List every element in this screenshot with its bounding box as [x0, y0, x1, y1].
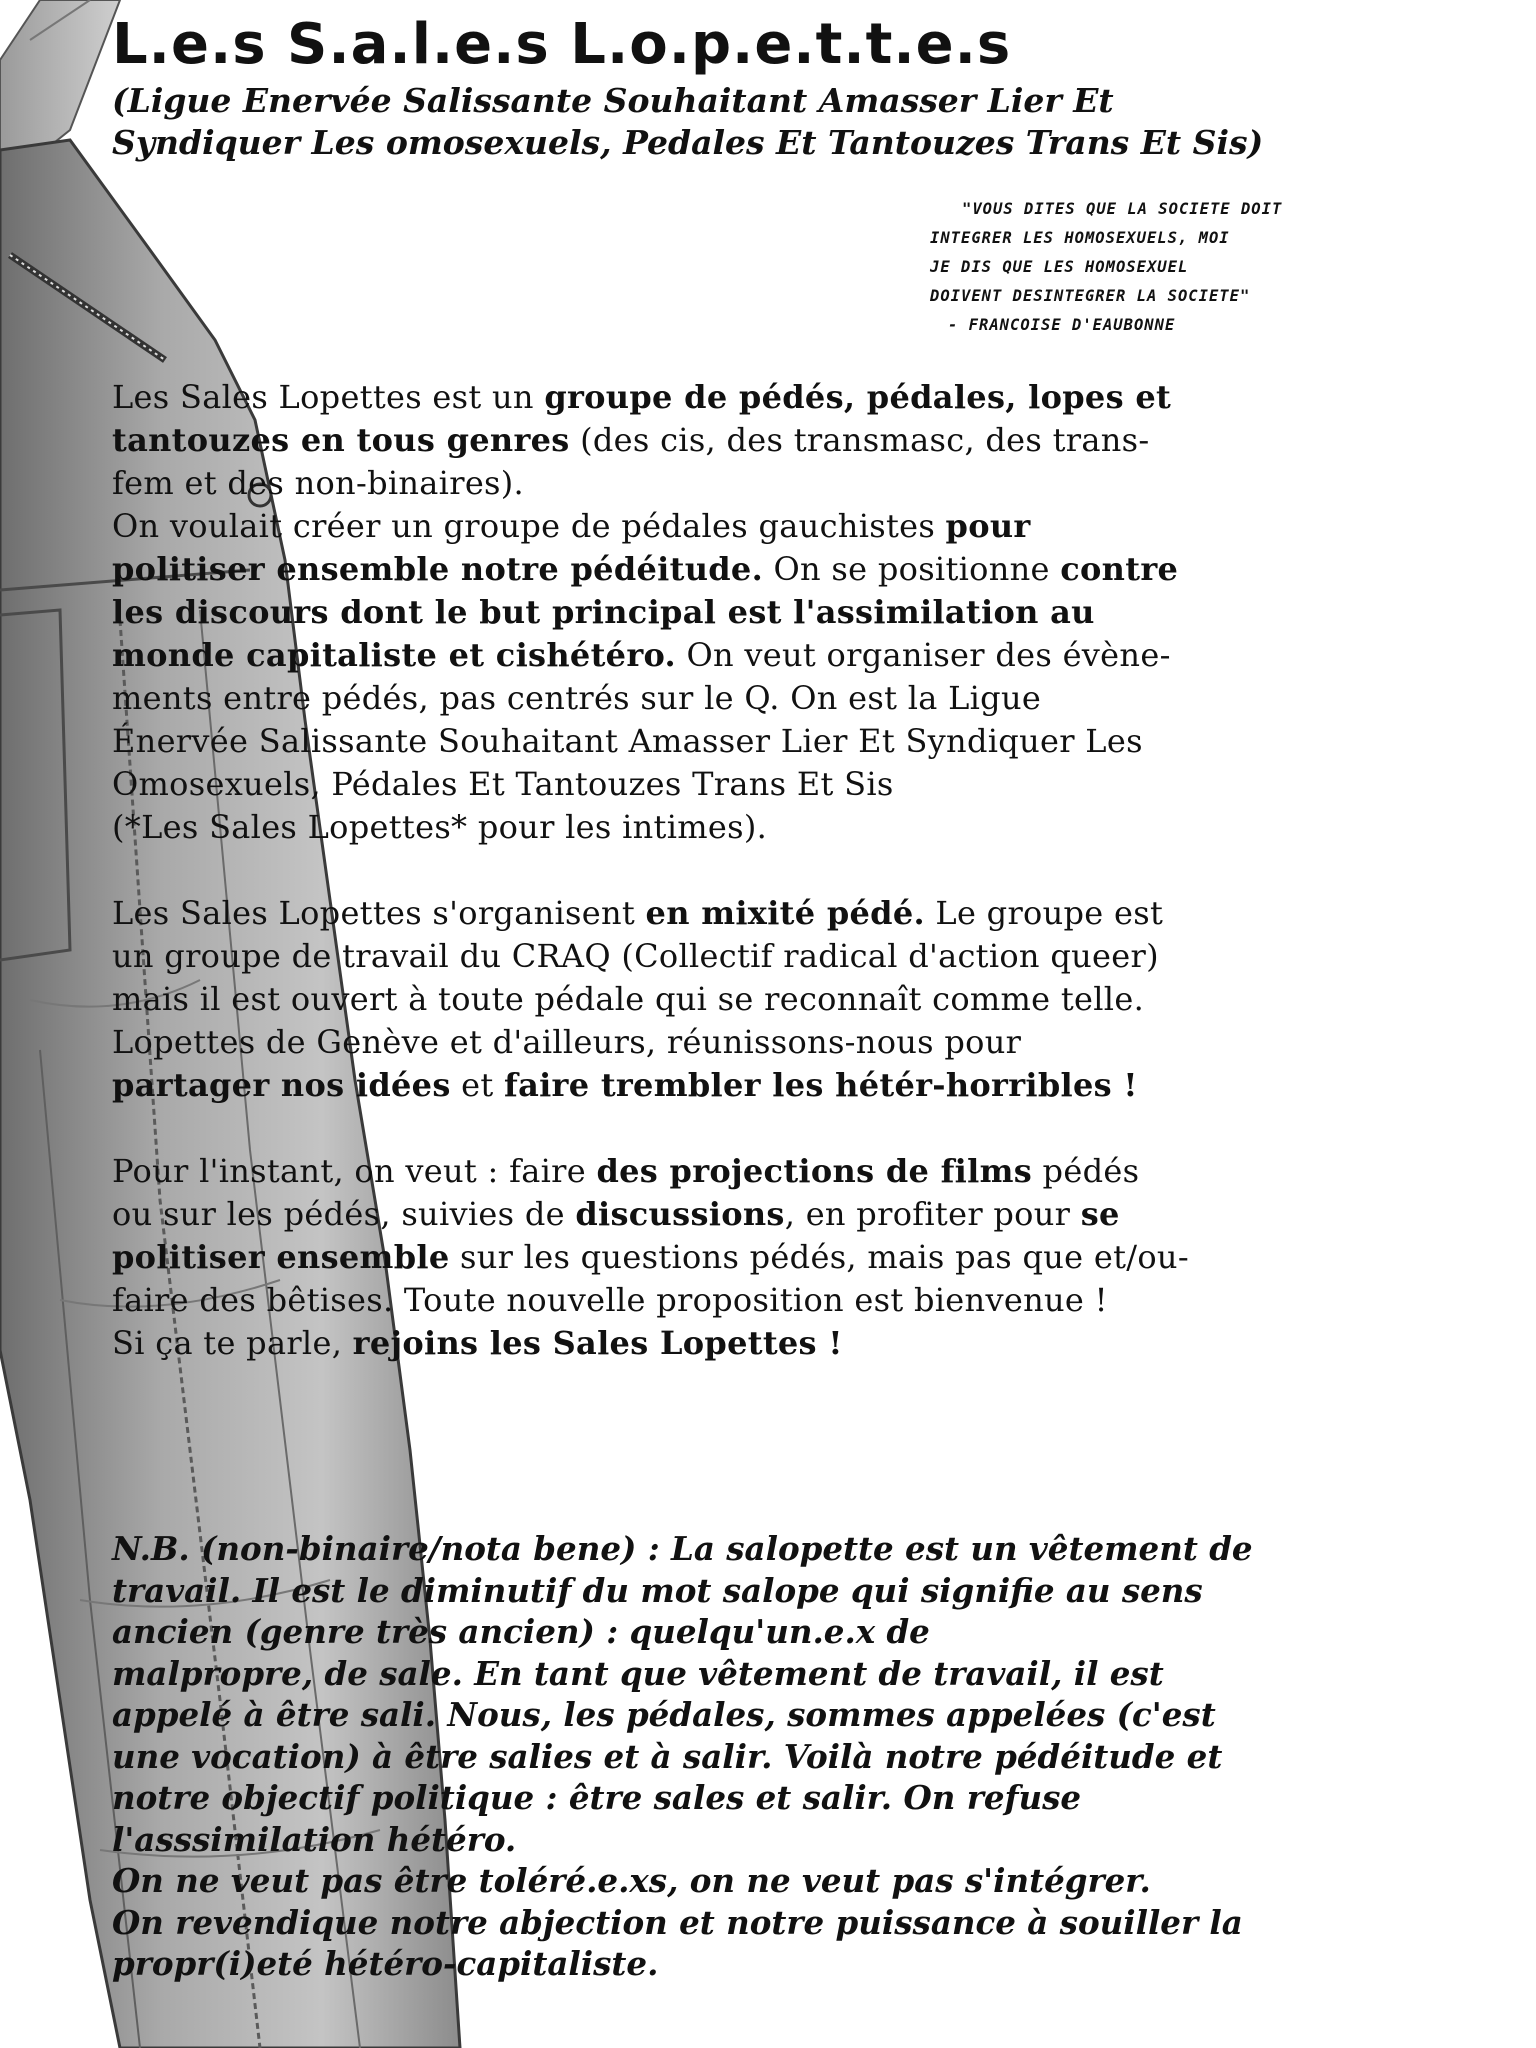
nb-line: ancien (genre très ancien) : quelqu'un.e.x de — [112, 1612, 930, 1651]
paragraph-intro — [112, 376, 1512, 849]
quote-line: INTEGRER LES HOMOSEXUELS, MOI — [930, 229, 1230, 247]
text-run: , en profiter pour — [784, 1195, 1081, 1233]
text-line — [112, 591, 1512, 634]
text-line — [112, 892, 1512, 935]
text-line: Omosexuels, Pédales Et Tantouzes Trans Et Sis — [112, 765, 894, 803]
nb-line: On revendique notre abjection et notre puissance à souiller la — [112, 1902, 1243, 1942]
text-line: un groupe de travail du CRAQ (Collectif radical d'action queer) — [112, 937, 1159, 975]
text-line: faire des bêtises. Toute nouvelle proposition est bienvenue ! — [112, 1281, 1108, 1319]
text-run: Le groupe est — [924, 894, 1164, 932]
quote-line: DOIVENT DESINTEGRER LA SOCIETE" — [930, 287, 1251, 305]
text-run: Si ça te parle, — [112, 1324, 353, 1362]
text-run: On voulait créer un groupe de pédales gauchistes — [112, 507, 946, 545]
text-line — [112, 1322, 1512, 1365]
nb-line: appelé à être sali. Nous, les pédales, sommes appelées (c'est — [112, 1695, 1216, 1734]
emphasis: se — [1080, 1195, 1120, 1233]
emphasis: politiser ensemble notre pédéitude. — [112, 550, 764, 588]
nb-line: On ne veut pas être toléré.e.xs, on ne veut pas s'intégrer. — [112, 1861, 1151, 1900]
text-line — [112, 1150, 1512, 1193]
text-line — [112, 419, 1512, 462]
emphasis: rejoins les Sales Lopettes ! — [352, 1324, 843, 1362]
emphasis: discussions — [575, 1195, 785, 1233]
nb-line: notre objectif politique : être sales et salir. On refuse — [112, 1778, 1082, 1817]
page-title: L.e.s S.a.l.e.s L.o.p.e.t.t.e.s — [112, 12, 1012, 77]
emphasis: contre — [1060, 550, 1179, 588]
quote-line: JE DIS QUE LES HOMOSEXUEL — [930, 258, 1189, 276]
nb-line: propr(i)eté hétéro-capitaliste. — [112, 1944, 659, 1983]
nota-bene — [112, 1528, 1512, 1985]
text-run: et — [450, 1066, 504, 1104]
emphasis: tantouzes en tous genres — [112, 421, 570, 459]
nb-line: une vocation) à être salies et à salir. Voilà notre pédéitude et — [112, 1736, 1223, 1776]
quote-line: "VOUS DITES QUE LA SOCIETE DOIT — [962, 200, 1283, 218]
nb-line: travail. Il est le diminutif du mot salope qui signifie au sens — [112, 1570, 1203, 1610]
text-line — [112, 1236, 1512, 1279]
text-line: (*Les Sales Lopettes* pour les intimes). — [112, 808, 768, 846]
text-run: sur les questions pédés, mais pas que et/ou- — [449, 1238, 1189, 1276]
subtitle — [112, 80, 1512, 164]
text-line — [112, 505, 1512, 548]
emphasis: faire trembler les hétér-horribles ! — [504, 1066, 1138, 1104]
text-run: On veut organiser des évène- — [676, 636, 1171, 674]
text-line — [112, 1064, 1512, 1107]
subtitle-line: Syndiquer Les omosexuels, Pedales Et Tantouzes Trans Et Sis) — [112, 123, 1264, 162]
text-line: Énervée Salissante Souhaitant Amasser Lier Et Syndiquer Les — [112, 722, 1143, 760]
text-run: ou sur les pédés, suivies de — [112, 1195, 576, 1233]
paragraph-activities — [112, 1150, 1512, 1365]
epigraph-quote — [930, 195, 1282, 340]
text-run: Les Sales Lopettes s'organisent — [112, 894, 646, 932]
nb-line: l'asssimilation hétéro. — [112, 1819, 517, 1859]
text-line: ments entre pédés, pas centrés sur le Q. On est la Ligue — [112, 679, 1042, 717]
quote-attribution: - FRANCOISE D'EAUBONNE — [948, 316, 1176, 334]
emphasis: les discours dont le but principal est l'assimilation au — [112, 593, 1095, 631]
text-line — [112, 376, 1512, 419]
text-run: Pour l'instant, on veut : faire — [112, 1152, 597, 1190]
emphasis: pour — [945, 507, 1031, 545]
text-line — [112, 1193, 1512, 1236]
text-run: On se positionne — [763, 550, 1061, 588]
text-line: mais il est ouvert à toute pédale qui se reconnaît comme telle. — [112, 980, 1145, 1018]
text-run: Les Sales Lopettes est un — [112, 378, 545, 416]
emphasis: en mixité pédé. — [645, 894, 925, 932]
paragraph-organisation — [112, 892, 1512, 1107]
text-run: (des cis, des transmasc, des trans- — [569, 421, 1150, 459]
text-line — [112, 548, 1512, 591]
emphasis: des projections de films — [596, 1152, 1033, 1190]
subtitle-line: (Ligue Enervée Salissante Souhaitant Amasser Lier Et — [112, 81, 1114, 120]
emphasis: partager nos idées — [112, 1066, 451, 1104]
nb-line: N.B. (non-binaire/nota bene) : La salopette est un vêtement de — [112, 1529, 1253, 1568]
emphasis: groupe de pédés, pédales, lopes et — [544, 378, 1172, 416]
text-line — [112, 634, 1512, 677]
text-line: fem et des non-binaires). — [112, 464, 525, 502]
emphasis: monde capitaliste et cishétéro. — [112, 636, 677, 674]
text-line: Lopettes de Genève et d'ailleurs, réunissons-nous pour — [112, 1023, 1022, 1061]
text-run: pédés — [1032, 1152, 1140, 1190]
nb-line: malpropre, de sale. En tant que vêtement de travail, il est — [112, 1653, 1164, 1693]
emphasis: politiser ensemble — [112, 1238, 450, 1276]
